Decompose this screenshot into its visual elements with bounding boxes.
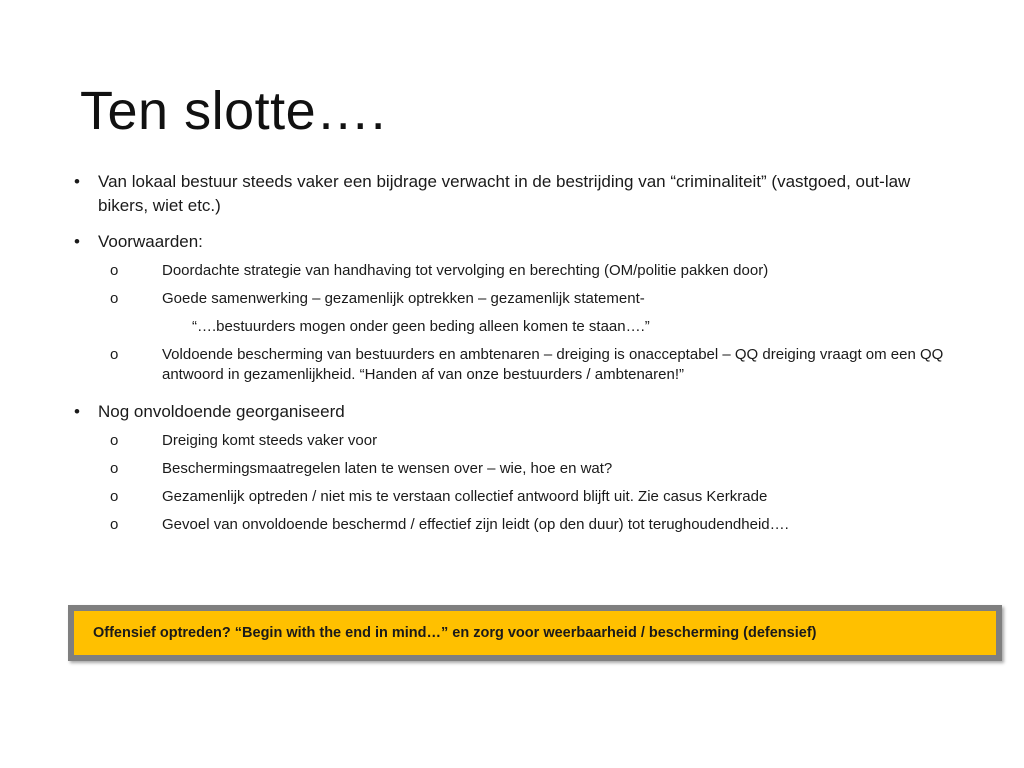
sub-item-maatregelen: [110, 459, 952, 479]
sub-bullet-marker: o: [110, 262, 119, 279]
sub-item-samenwerking: [110, 289, 952, 309]
sub-item-text: Dreiging komt steeds vaker voor: [162, 432, 378, 449]
sub-item-text: Gevoel van onvoldoende beschermd / effectief zijn leidt (op den duur) tot terughoudendheid….: [162, 516, 789, 533]
sub-bullet-marker: o: [110, 516, 119, 533]
bullet-item-lokaal-bestuur: [74, 170, 918, 218]
bullet-marker: •: [74, 232, 80, 251]
bullet-item-onvoldoende: [74, 400, 918, 424]
sub-bullet-marker: o: [110, 290, 119, 307]
sub-bullet-marker: o: [110, 488, 119, 505]
bullet-item-voorwaarden: [74, 230, 918, 254]
sub-item-gevoel: [110, 515, 952, 535]
bullet-marker: •: [74, 172, 80, 191]
sub-item-strategie: [110, 261, 952, 281]
sub-item-bescherming: [110, 345, 952, 385]
callout-text: Offensief optreden? “Begin with the end in mind…” en zorg voor weerbaarheid / bescherming (defensief): [93, 625, 817, 641]
sub-item-text: Voldoende bescherming van bestuurders en ambtenaren – dreiging is onacceptabel – QQ dreiging vraagt om een QQ antwoord in gezamenlijkheid. “Handen af van onze bestuurders / ambtenaren!”: [162, 346, 944, 383]
sub-item-text: Goede samenwerking – gezamenlijk optrekken – gezamenlijk statement-: [162, 290, 645, 307]
bullet-text: Nog onvoldoende georganiseerd: [98, 402, 345, 421]
bullet-marker: •: [74, 402, 80, 421]
bullet-text: Van lokaal bestuur steeds vaker een bijdrage verwacht in de bestrijding van “criminaliteit” (vastgoed, out-law bikers, wiet etc.): [98, 172, 911, 215]
bullet-text: Voorwaarden:: [98, 232, 203, 251]
sub-bullet-marker: o: [110, 346, 119, 363]
slide-title: Ten slotte….: [80, 81, 387, 141]
sub-bullet-marker: o: [110, 432, 119, 449]
sub-item-text: Beschermingsmaatregelen laten te wensen over – wie, hoe en wat?: [162, 460, 613, 477]
callout-box: [74, 611, 996, 655]
quote-bestuurders: “….bestuurders mogen onder geen beding alleen komen te staan….”: [192, 318, 650, 335]
sub-item-dreiging: [110, 431, 952, 451]
sub-item-text: Doordachte strategie van handhaving tot vervolging en berechting (OM/politie pakken door): [162, 262, 769, 279]
sub-item-gezamenlijk-optreden: [110, 487, 952, 507]
sub-item-text: Gezamenlijk optreden / niet mis te verstaan collectief antwoord blijft uit. Zie casus Kerkrade: [162, 488, 768, 505]
sub-bullet-marker: o: [110, 460, 119, 477]
